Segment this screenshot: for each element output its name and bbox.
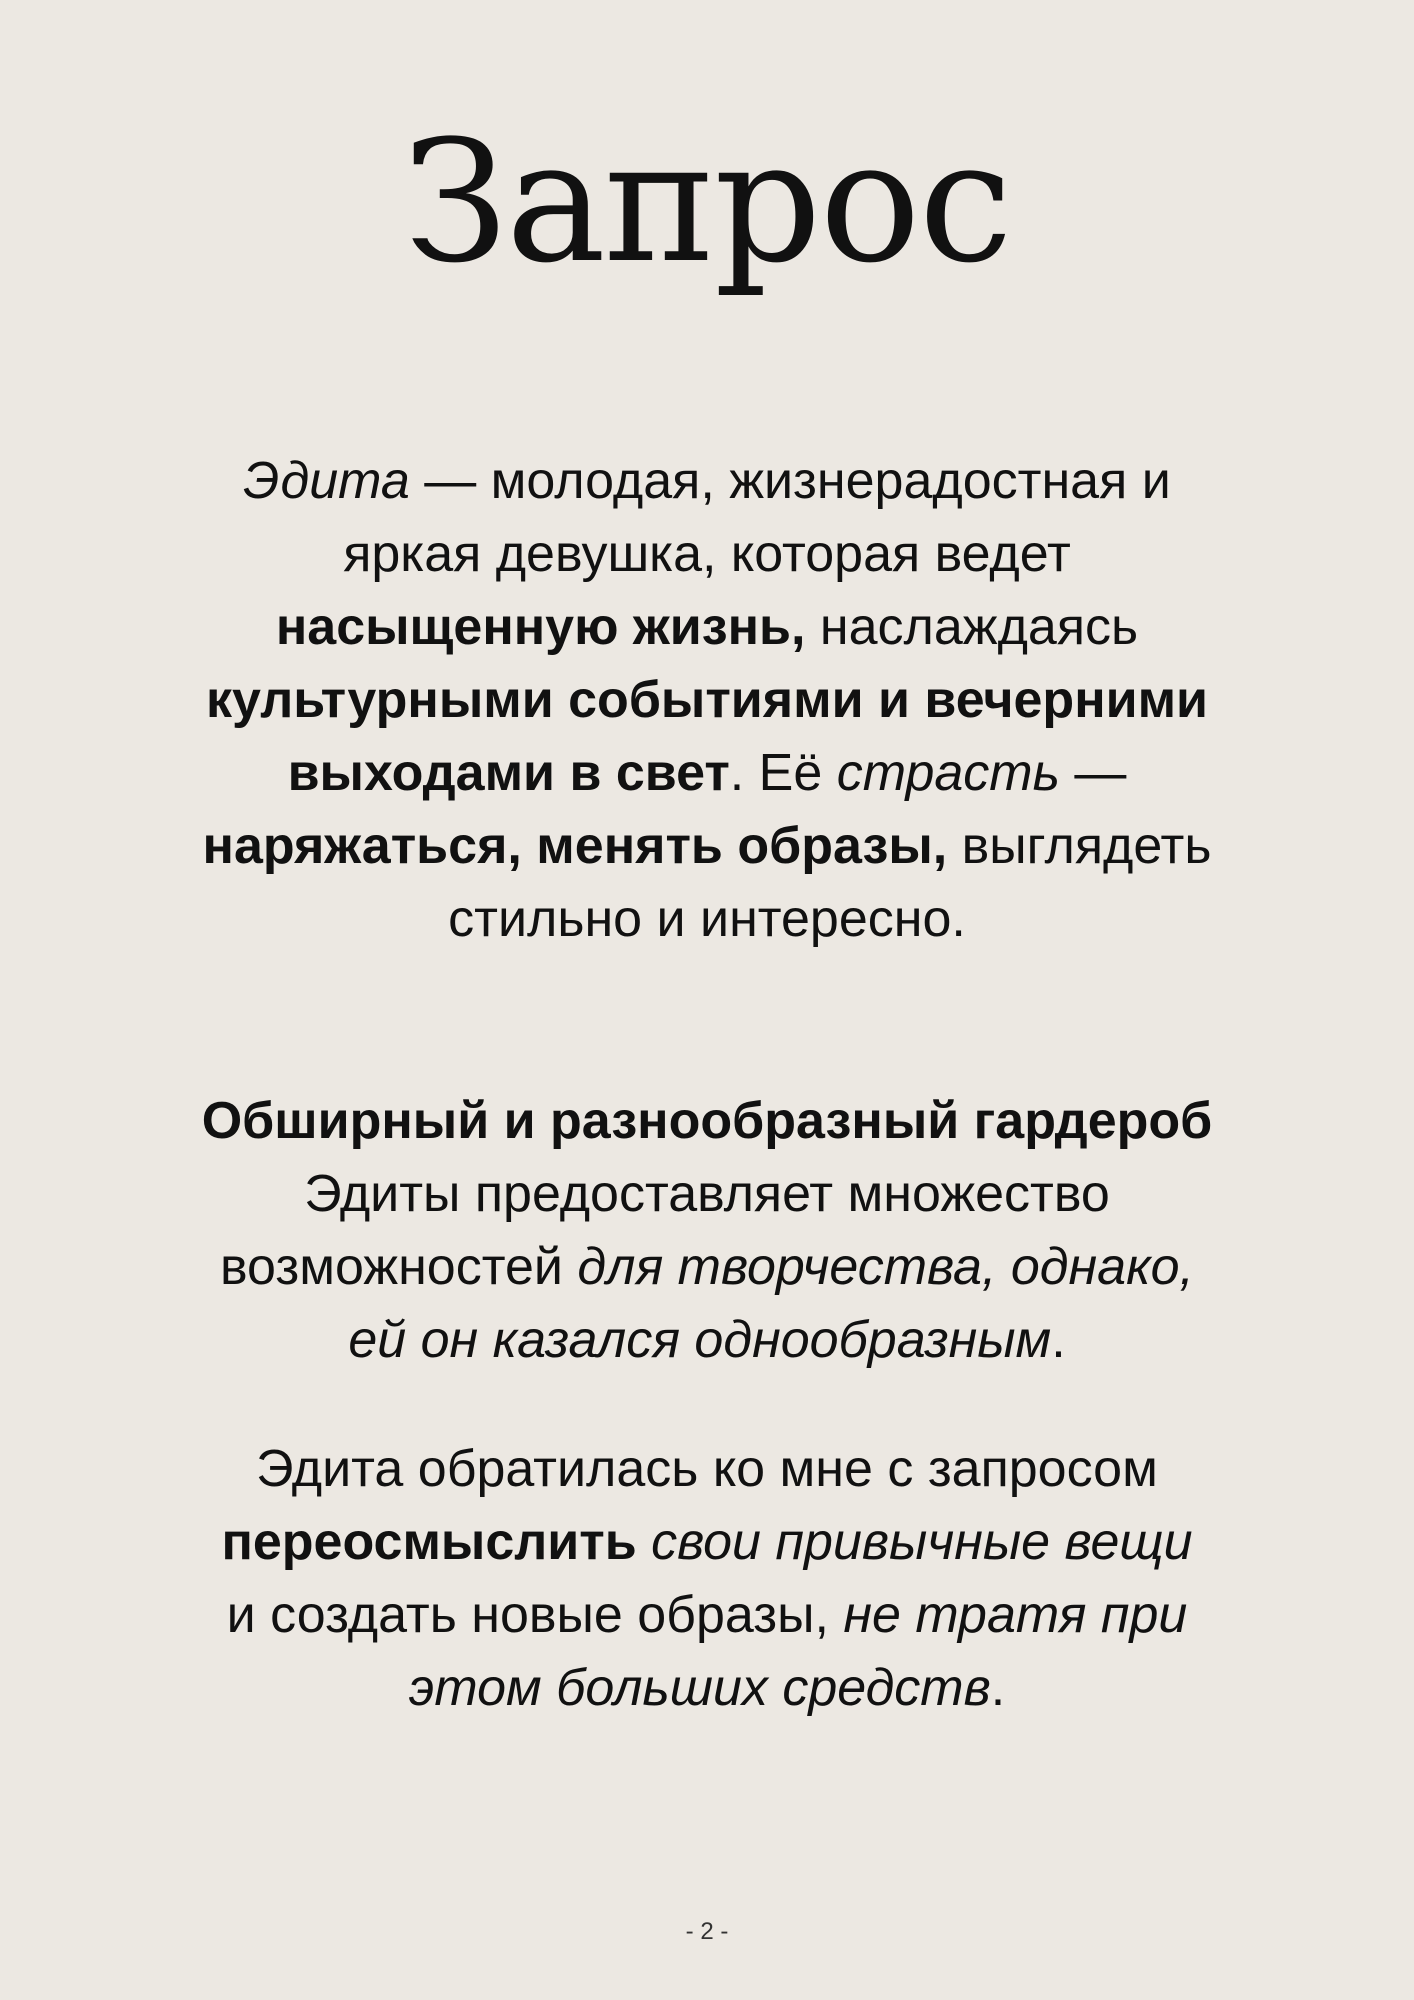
wardrobe-line-2 xyxy=(130,1158,1284,1231)
request-paragraph xyxy=(130,1433,1284,1725)
page-number: - 2 - xyxy=(685,1918,729,1945)
italic-run: этом больших средств xyxy=(408,1659,991,1717)
intro-line-5 xyxy=(130,737,1284,810)
text-run: . xyxy=(990,1659,1006,1717)
request-line-4 xyxy=(130,1652,1284,1725)
request-line-2 xyxy=(130,1506,1284,1579)
wardrobe-line-4 xyxy=(130,1304,1284,1377)
italic-run: не тратя при xyxy=(843,1586,1188,1644)
text-run: Эдита обратилась ко мне с запросом xyxy=(256,1440,1158,1498)
intro-line-1 xyxy=(130,445,1284,518)
italic-run: для творчества, однако, xyxy=(577,1238,1194,1296)
bold-run: Обширный и разнообразный гардероб xyxy=(201,1092,1213,1150)
intro-paragraph xyxy=(130,445,1284,956)
bold-run: культурными событиями и вечерними xyxy=(205,671,1208,729)
page-title: Запрос xyxy=(403,104,1011,300)
text-run: — молодая, жизнерадостная и xyxy=(409,452,1171,510)
wardrobe-line-1 xyxy=(130,1085,1284,1158)
wardrobe-line-3 xyxy=(130,1231,1284,1304)
text-run: стильно и интересно. xyxy=(448,890,966,948)
text-run: . xyxy=(1051,1311,1066,1369)
bold-run: насыщенную жизнь, xyxy=(275,598,806,656)
bold-run: переосмыслить xyxy=(221,1513,637,1571)
request-line-1 xyxy=(130,1433,1284,1506)
italic-run: ей он казался однообразным xyxy=(348,1311,1052,1369)
request-line-3 xyxy=(130,1579,1284,1652)
text-run: наслаждаясь xyxy=(805,598,1139,656)
italic-run: страсть xyxy=(836,744,1060,802)
wardrobe-paragraph xyxy=(130,1085,1284,1377)
text-run: яркая девушка, которая ведет xyxy=(343,525,1071,583)
intro-line-6 xyxy=(130,810,1284,883)
text-run: выглядеть xyxy=(947,817,1212,875)
emphasis-name: Эдита xyxy=(243,452,410,510)
text-run: — xyxy=(1059,744,1127,802)
bold-run: выходами в свет xyxy=(287,744,730,802)
intro-line-3 xyxy=(130,591,1284,664)
italic-run: свои привычные вещи xyxy=(636,1513,1193,1571)
text-run: . Её xyxy=(729,744,837,802)
intro-line-4 xyxy=(130,664,1284,737)
intro-line-2 xyxy=(130,518,1284,591)
text-run: возможностей xyxy=(220,1238,578,1296)
text-run: Эдиты предоставляет множество xyxy=(304,1165,1110,1223)
intro-line-7 xyxy=(130,883,1284,956)
text-run: и создать новые образы, xyxy=(226,1586,844,1644)
bold-run: наряжаться, менять образы, xyxy=(202,817,948,875)
